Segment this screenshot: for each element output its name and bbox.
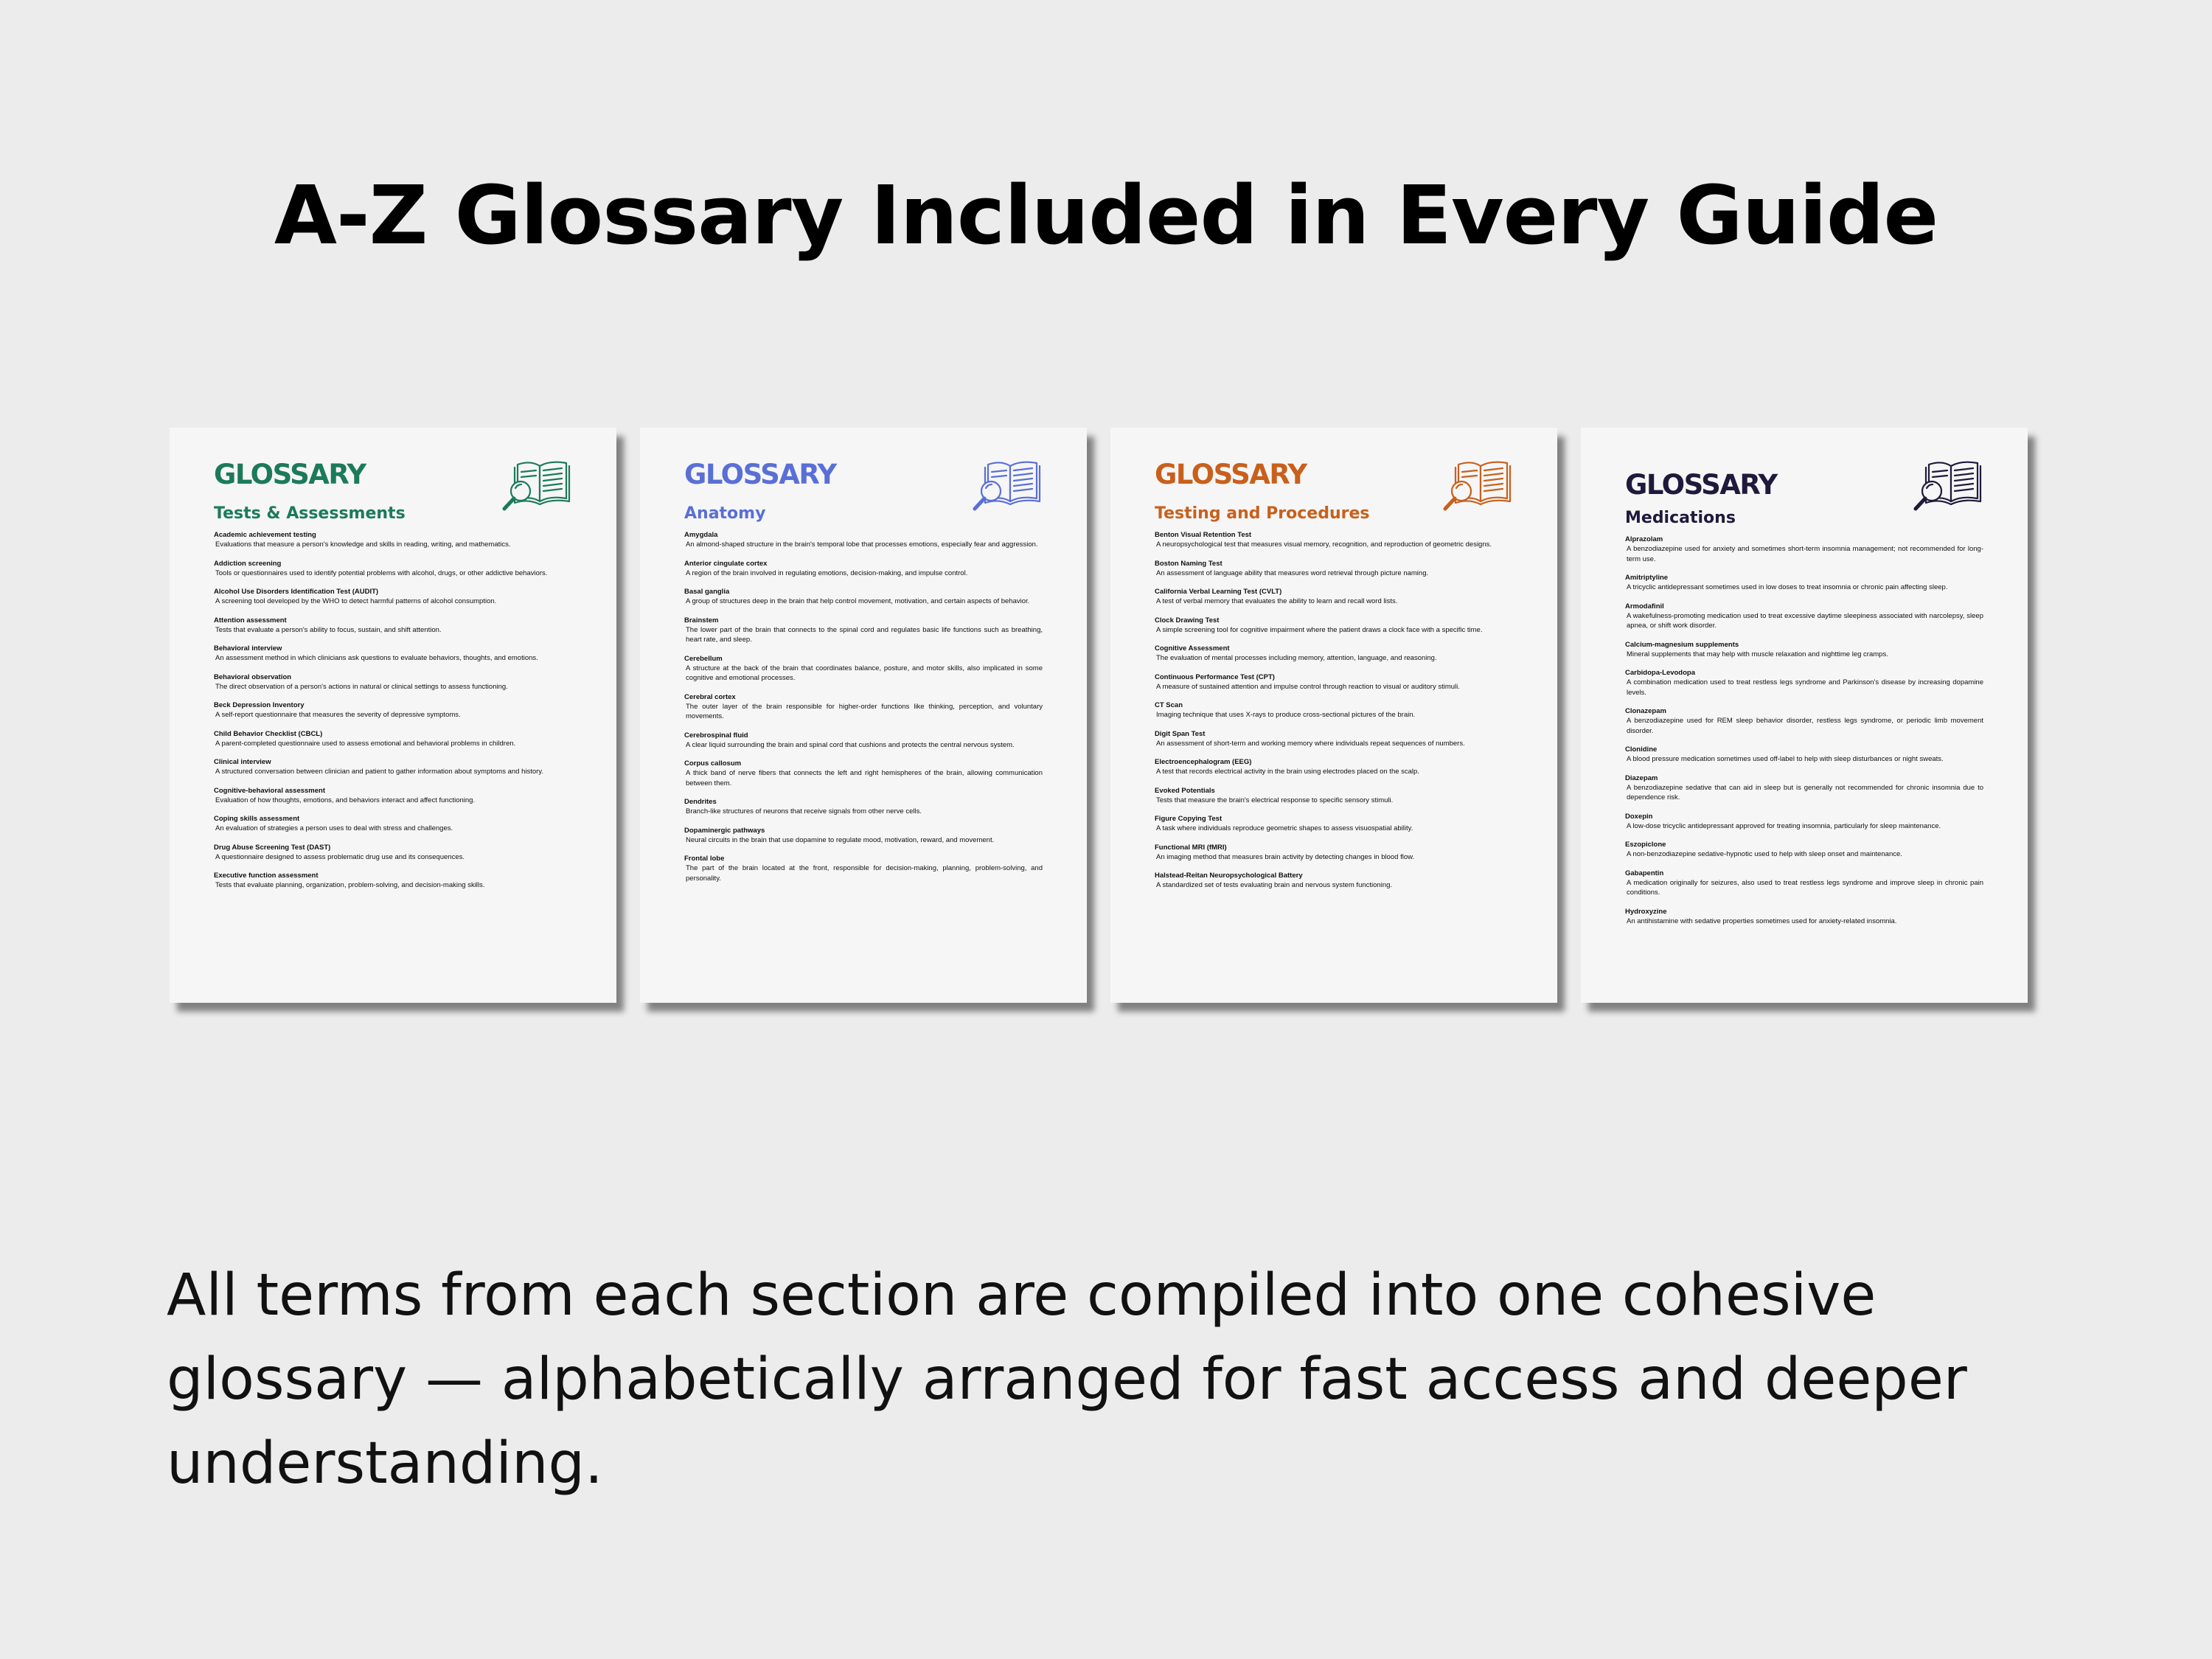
- glossary-term: Carbidopa-Levodopa: [1625, 669, 1696, 677]
- page-title: GLOSSARY: [684, 459, 836, 490]
- glossary-entry: [684, 560, 1043, 579]
- glossary-term: Benton Visual Retention Test: [1155, 531, 1252, 539]
- glossary-term: Drug Abuse Screening Test (DAST): [214, 843, 331, 852]
- glossary-definition: A structure at the back of the brain that coordinates balance, posture, and motor skills, also implicated in some cognitive and emotional processes.: [686, 664, 1043, 682]
- page-title: GLOSSARY: [1625, 469, 1777, 501]
- glossary-page-anatomy: [640, 428, 1087, 1003]
- glossary-entry: [684, 693, 1043, 722]
- glossary-term: Basal ganglia: [684, 588, 730, 596]
- glossary-entry: [684, 531, 1043, 550]
- glossary-term: Armodafinil: [1625, 602, 1664, 611]
- glossary-definition: An assessment of language ability that measures word retrieval through picture naming.: [1156, 568, 1429, 577]
- glossary-definition: Tests that evaluate planning, organization, problem-solving, and decision-making skills.: [215, 881, 485, 889]
- glossary-entry: [684, 731, 1043, 751]
- section-heading: Testing and Procedures: [1155, 504, 1370, 523]
- glossary-definition: A region of the brain involved in regulating emotions, decision-making, and impulse control.: [686, 568, 968, 577]
- glossary-term: Anterior cingulate cortex: [684, 559, 768, 568]
- glossary-entry: [684, 588, 1043, 607]
- glossary-term: Halstead-Reitan Neuropsychological Battery: [1155, 872, 1303, 880]
- glossary-entry: [214, 787, 572, 806]
- glossary-definition: A clear liquid surrounding the brain and spinal cord that cushions and protects the central nervous system.: [686, 740, 1015, 749]
- glossary-definition: An evaluation of strategies a person uses to deal with stress and challenges.: [215, 824, 453, 832]
- glossary-term: Behavioral interview: [214, 644, 282, 653]
- glossary-entry: [214, 730, 572, 749]
- glossary-term: Cerebellum: [684, 654, 723, 663]
- glossary-term: Addiction screening: [214, 559, 282, 568]
- glossary-entry: [214, 815, 572, 834]
- glossary-term: Hydroxyzine: [1625, 907, 1667, 916]
- glossary-entry: [1625, 535, 1983, 564]
- glossary-definition: A low-dose tricyclic antidepressant approved for treating insomnia, particularly for sleep maintenance.: [1627, 821, 1941, 830]
- glossary-entry: [1155, 787, 1513, 806]
- glossary-term: Digit Span Test: [1155, 729, 1206, 738]
- glossary-term: Eszopiclone: [1625, 841, 1666, 849]
- glossary-definition: An imaging method that measures brain activity by detecting changes in blood flow.: [1156, 852, 1415, 861]
- glossary-definition: A blood pressure medication sometimes used off-label to help with sleep disturbances or night sweats.: [1627, 755, 1944, 763]
- open-book-magnifier-icon: [969, 454, 1046, 513]
- page-title: GLOSSARY: [214, 459, 366, 490]
- glossary-term: Corpus callosum: [684, 759, 742, 768]
- glossary-term: Brainstem: [684, 616, 719, 625]
- glossary-definition: A test of verbal memory that evaluates the ability to learn and recall word lists.: [1156, 597, 1398, 605]
- glossary-term: Dendrites: [684, 798, 717, 806]
- glossary-definition: Imaging technique that uses X-rays to produce cross-sectional pictures of the brain.: [1156, 711, 1416, 719]
- glossary-definition: A non-benzodiazepine sedative-hypnotic used to help with sleep onset and maintenance.: [1627, 850, 1902, 858]
- glossary-entry: [214, 644, 572, 664]
- glossary-term: Continuous Performance Test (CPT): [1155, 672, 1275, 681]
- glossary-definition: Mineral supplements that may help with muscle relaxation and nighttime leg cramps.: [1627, 650, 1888, 658]
- glossary-definition: An assessment method in which clinicians ask questions to evaluate behaviors, thoughts, and emotions.: [215, 654, 538, 662]
- glossary-entry: [214, 531, 572, 550]
- glossary-term: Child Behavior Checklist (CBCL): [214, 729, 323, 738]
- glossary-definition: A tricyclic antidepressant sometimes used in low doses to treat insomnia or chronic pain affecting sleep.: [1627, 583, 1948, 591]
- glossary-term: Functional MRI (fMRI): [1155, 843, 1227, 852]
- glossary-term: Academic achievement testing: [214, 531, 316, 539]
- glossary-definition: An almond-shaped structure in the brain's temporal lobe that processes emotions, especially fear and aggression.: [686, 540, 1038, 549]
- glossary-definition: A parent-completed questionnaire used to assess emotional and behavioral problems in children.: [215, 739, 516, 748]
- glossary-entry: [214, 872, 572, 891]
- glossary-entry: [684, 616, 1043, 645]
- glossary-entry: [1625, 869, 1983, 898]
- glossary-entry: [1625, 669, 1983, 698]
- glossary-term: CT Scan: [1155, 701, 1183, 709]
- glossary-entry: [1625, 813, 1983, 832]
- glossary-definition: Evaluation of how thoughts, emotions, and behaviors interact and affect functioning.: [215, 796, 476, 804]
- glossary-entry: [214, 701, 572, 720]
- glossary-entry: [684, 759, 1043, 788]
- open-book-magnifier-icon: [1910, 454, 1986, 513]
- glossary-entry: [214, 673, 572, 692]
- glossary-definition: A neuropsychological test that measures visual memory, recognition, and reproduction of geometric designs.: [1156, 540, 1492, 549]
- glossary-definition: A combination medication used to treat restless legs syndrome and Parkinson's disease by increasing dopamine levels.: [1627, 678, 1983, 697]
- glossary-definition: The direct observation of a person's actions in natural or clinical settings to assess functioning.: [215, 682, 508, 691]
- section-heading: Tests & Assessments: [214, 504, 406, 523]
- entry-list: [1155, 531, 1513, 891]
- glossary-term: Cerebrospinal fluid: [684, 731, 748, 740]
- glossary-term: Clonazepam: [1625, 707, 1666, 715]
- section-heading: Medications: [1625, 509, 1736, 527]
- glossary-entry: [1155, 872, 1513, 891]
- entry-list: [1625, 535, 1983, 926]
- glossary-term: Executive function assessment: [214, 872, 319, 880]
- glossary-definition: Tests that measure the brain's electrical response to specific sensory stimuli.: [1156, 796, 1394, 804]
- page-title: GLOSSARY: [1155, 459, 1307, 490]
- glossary-definition: A test that records electrical activity in the brain using electrodes placed on the scalp.: [1156, 768, 1419, 776]
- glossary-term: Cerebral cortex: [684, 692, 736, 701]
- glossary-term: Calcium-magnesium supplements: [1625, 640, 1739, 649]
- glossary-entry: [1625, 841, 1983, 860]
- glossary-term: Figure Copying Test: [1155, 815, 1222, 823]
- glossary-term: Doxepin: [1625, 812, 1653, 821]
- glossary-definition: A self-report questionnaire that measures the severity of depressive symptoms.: [215, 711, 461, 719]
- glossary-definition: A standardized set of tests evaluating brain and nervous system functioning.: [1156, 881, 1393, 889]
- glossary-definition: Branch-like structures of neurons that receive signals from other nerve cells.: [686, 807, 922, 815]
- entry-list: [684, 531, 1043, 883]
- glossary-definition: Tests that evaluate a person's ability to focus, sustain, and shift attention.: [215, 625, 442, 634]
- glossary-definition: Tools or questionnaires used to identify potential problems with alcohol, drugs, or other addictive behaviors.: [215, 568, 548, 577]
- glossary-entry: [214, 758, 572, 777]
- glossary-entry: [1155, 730, 1513, 749]
- glossary-term: Cognitive-behavioral assessment: [214, 786, 325, 795]
- glossary-entry: [1155, 844, 1513, 863]
- glossary-term: Electroencephalogram (EEG): [1155, 758, 1252, 766]
- glossary-entry: [214, 560, 572, 579]
- glossary-term: Amitriptyline: [1625, 574, 1669, 582]
- glossary-page-medications: [1581, 428, 2028, 1003]
- glossary-definition: An antihistamine with sedative properties sometimes used for anxiety-related insomnia.: [1627, 917, 1897, 925]
- glossary-definition: The part of the brain located at the front, responsible for decision-making, planning, problem-solving, and personality.: [686, 864, 1043, 883]
- glossary-term: Clonidine: [1625, 745, 1658, 754]
- section-heading: Anatomy: [684, 504, 766, 523]
- glossary-entry: [1625, 745, 1983, 765]
- glossary-entry: [214, 844, 572, 863]
- glossary-definition: An assessment of short-term and working memory where individuals repeat sequences of numbers.: [1156, 739, 1465, 748]
- glossary-term: Alcohol Use Disorders Identification Test (AUDIT): [214, 588, 379, 596]
- glossary-definition: A thick band of nerve fibers that connects the left and right hemispheres of the brain, allowing communication between them.: [686, 769, 1043, 787]
- glossary-definition: A task where individuals reproduce geometric shapes to assess visuospatial ability.: [1156, 824, 1413, 832]
- glossary-definition: A group of structures deep in the brain that help control movement, motivation, and certain aspects of behavior.: [686, 597, 1030, 605]
- glossary-definition: A questionnaire designed to assess problematic drug use and its consequences.: [215, 852, 465, 861]
- glossary-entry: [1625, 908, 1983, 927]
- glossary-definition: A benzodiazepine used for REM sleep behavior disorder, restless legs syndrome, or periodic limb movement disorder.: [1627, 717, 1983, 735]
- glossary-entry: [214, 588, 572, 607]
- glossary-entry: [1155, 560, 1513, 579]
- glossary-term: Clock Drawing Test: [1155, 616, 1220, 625]
- glossary-entry: [1155, 531, 1513, 550]
- glossary-entry: [1625, 641, 1983, 660]
- glossary-definition: A structured conversation between clinician and patient to gather information about symptoms and history.: [215, 768, 543, 776]
- glossary-definition: The lower part of the brain that connects to the spinal cord and regulates basic life functions such as breathing, heart rate, and sleep.: [686, 625, 1043, 644]
- glossary-definition: Evaluations that measure a person's knowledge and skills in reading, writing, and mathematics.: [215, 540, 511, 549]
- glossary-entry: [1155, 758, 1513, 777]
- glossary-entry: [1155, 644, 1513, 664]
- glossary-term: Diazepam: [1625, 773, 1658, 782]
- glossary-entry: [214, 616, 572, 636]
- glossary-term: Clinical interview: [214, 758, 271, 766]
- glossary-definition: A benzodiazepine used for anxiety and sometimes short-term insomnia management; not recommended for long-term use.: [1627, 545, 1983, 563]
- glossary-definition: The outer layer of the brain responsible for higher-order functions like thinking, perception, and voluntary movements.: [686, 702, 1043, 720]
- glossary-term: California Verbal Learning Test (CVLT): [1155, 588, 1282, 596]
- glossary-term: Evoked Potentials: [1155, 786, 1215, 795]
- glossary-term: Alprazolam: [1625, 535, 1663, 543]
- glossary-page-testing-procedures: [1110, 428, 1557, 1003]
- glossary-entry: [1625, 774, 1983, 803]
- glossary-term: Gabapentin: [1625, 869, 1664, 877]
- glossary-term: Dopaminergic pathways: [684, 826, 765, 835]
- glossary-term: Attention assessment: [214, 616, 287, 625]
- glossary-term: Amygdala: [684, 531, 718, 539]
- glossary-entry: [1155, 673, 1513, 692]
- headline: A-Z Glossary Included in Every Guide: [274, 168, 1938, 262]
- glossary-entry: [684, 827, 1043, 846]
- glossary-entry: [1155, 588, 1513, 607]
- glossary-entry: [1155, 616, 1513, 636]
- glossary-definition: A screening tool developed by the WHO to detect harmful patterns of alcohol consumption.: [215, 597, 497, 605]
- glossary-definition: A benzodiazepine sedative that can aid in sleep but is generally not recommended for chronic insomnia due to dependence risk.: [1627, 783, 1983, 801]
- glossary-entry: [1625, 602, 1983, 631]
- glossary-definition: Neural circuits in the brain that use dopamine to regulate mood, motivation, reward, and movement.: [686, 835, 995, 844]
- glossary-term: Frontal lobe: [684, 855, 725, 863]
- open-book-magnifier-icon: [498, 454, 575, 513]
- glossary-entry: [1155, 701, 1513, 720]
- glossary-entry: [684, 798, 1043, 817]
- caption-text: All terms from each section are compiled into one cohesive glossary — alphabetically arranged for fast access and deeper understanding.: [167, 1262, 1967, 1497]
- glossary-term: Behavioral observation: [214, 672, 292, 681]
- glossary-definition: A measure of sustained attention and impulse control through reaction to visual or auditory stimuli.: [1156, 682, 1460, 691]
- glossary-term: Boston Naming Test: [1155, 559, 1222, 568]
- entry-list: [214, 531, 572, 891]
- open-book-magnifier-icon: [1439, 454, 1516, 513]
- glossary-entry: [1155, 815, 1513, 834]
- glossary-definition: A wakefulness-promoting medication used to treat excessive daytime sleepiness associated with narcolepsy, sleep apnea, or shift work disorder.: [1627, 611, 1983, 630]
- glossary-page-tests-assessments: [170, 428, 616, 1003]
- glossary-term: Coping skills assessment: [214, 815, 300, 823]
- glossary-entry: [1625, 574, 1983, 593]
- glossary-definition: The evaluation of mental processes including memory, attention, language, and reasoning.: [1156, 654, 1437, 662]
- glossary-term: Cognitive Assessment: [1155, 644, 1230, 653]
- glossary-definition: A medication originally for seizures, also used to treat restless legs syndrome and improve sleep in chronic pain conditions.: [1627, 878, 1983, 897]
- glossary-entry: [684, 855, 1043, 883]
- glossary-entry: [1625, 707, 1983, 736]
- glossary-term: Beck Depression Inventory: [214, 701, 305, 709]
- glossary-definition: A simple screening tool for cognitive impairment where the patient draws a clock face with a specific time.: [1156, 625, 1483, 634]
- glossary-entry: [684, 655, 1043, 684]
